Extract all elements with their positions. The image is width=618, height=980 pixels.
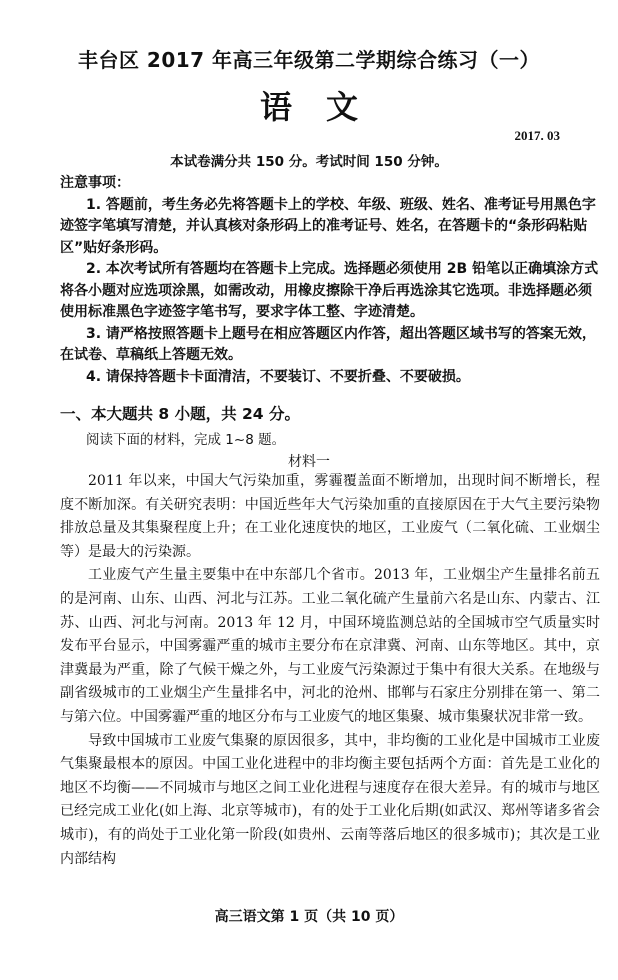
- passage-paragraph-2: 工业废气产生量主要集中在中东部几个省市。2013 年，工业烟尘产生量排名前五的是河南、山东、山西、河北与江苏。工业二氧化硫产生量前六名是山东、内蒙古、江苏、山西、河北与河南。2013 年 12 月，中国环境监测总站的全国城市空气质量实时发布平台显示，中国雾霾严重的城市主要分布在京津冀、河南、山东等地区。其中，京津冀最为严重，除了气候干燥之外，与工业废气污染源过于集中有很大关系。在地级与副省级城市的工业烟尘产生量排名中，河北的沧州、邯郸与石家庄分别排在第一、第二与第六位。中国雾霾严重的地区分布与工业废气的地区集聚、城市集聚状况非常一致。: [60, 567, 600, 725]
- notes-block: [60, 173, 600, 388]
- reading-instruction: 阅读下面的材料，完成 1~8 题。: [86, 432, 286, 448]
- note-item-1: 1. 答题前，考生务必先将答题卡上的学校、年级、班级、姓名、准考证号用黑色字迹签字笔填写清楚，并认真核对条形码上的准考证号、姓名，在答题卡的“条形码粘贴区”贴好条形码。: [60, 196, 596, 256]
- note-item-4: 4. 请保持答题卡卡面清洁，不要装订、不要折叠、不要破损。: [86, 368, 470, 385]
- score-time-line: 本试卷满分共 150 分。考试时间 150 分钟。: [170, 154, 448, 170]
- notes-heading: 注意事项：: [60, 175, 130, 191]
- passage-paragraph-3: 导致中国城市工业废气集聚的原因很多，其中，非均衡的工业化是中国城市工业废气集聚最根本的原因。中国工业化进程中的非均衡主要包括两个方面：首先是工业化的地区不均衡——不同城市与地区之间工业化进程与速度存在很大差异。有的城市与地区已经完成工业化(如上海、北京等城市)，有的处于工业化后期(如武汉、郑州等诸多省会城市)，有的尚处于工业化第一阶段(如贵州、云南等落后地区的很多城市)；其次是工业内部结构: [60, 732, 600, 867]
- passage-paragraph-1: 2011 年以来，中国大气污染加重，雾霾覆盖面不断增加，出现时间不断增长，程度不断加深。有关研究表明：中国近些年大气污染加重的直接原因在于大气主要污染物排放总量及其集聚程度上升；在工业化速度快的地区，工业废气（二氧化硫、工业烟尘等）是最大的污染源。: [60, 473, 600, 560]
- section-heading: 一、本大题共 8 小题，共 24 分。: [60, 405, 300, 423]
- subject-title: 语文: [259, 88, 392, 126]
- page-footer: 高三语文第 1 页（共 10 页）: [214, 909, 404, 925]
- note-item-3: 3. 请严格按照答题卡上题号在相应答题区内作答，超出答题区域书写的答案无效，在试卷、草稿纸上答题无效。: [60, 325, 596, 363]
- exam-title: 丰台区 2017 年高三年级第二学期综合练习（一）: [77, 48, 541, 72]
- passage-body: [60, 470, 600, 871]
- exam-date: 2017. 03: [514, 128, 560, 143]
- note-item-2: 2. 本次考试所有答题均在答题卡上完成。选择题必须使用 2B 铅笔以正确填涂方式将各小题对应选项涂黑，如需改动，用橡皮擦除干净后再选涂其它选项。非选择题必须使用标准黑色字迹签字笔书写，要求字体工整、字迹清楚。: [60, 261, 599, 320]
- material-title: 材料一: [288, 454, 330, 470]
